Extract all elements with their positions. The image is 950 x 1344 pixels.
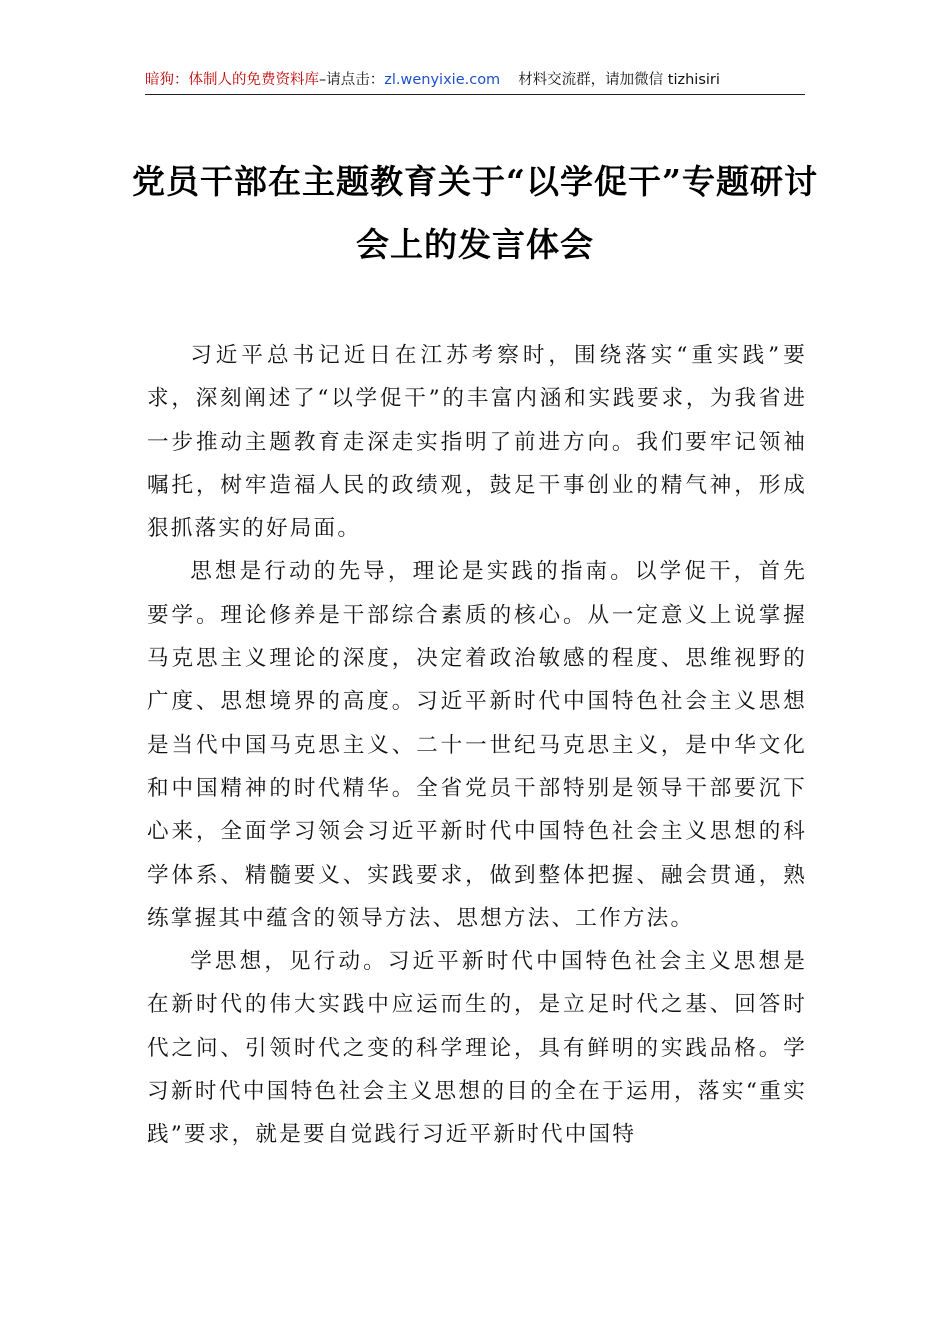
document-title: 党员干部在主题教育关于“以学促干”专题研讨会上的发言体会 (132, 162, 818, 264)
paragraph: 思想是行动的先导，理论是实践的指南。以学促干，首先要学。理论修养是干部综合素质的核心。从一定意义上说掌握马克思主义理论的深度，决定着政治敏感的程度、思维视野的广度、思想境界的高度。习近平新时代中国特色社会主义思想是当代中国马克思主义、二十一世纪马克思主义，是中华文化和中国精神的时代精华。全省党员干部特别是领导干部要沉下心来，全面学习领会习近平新时代中国特色社会主义思想的科学体系、精髓要义、实践要求，做到整体把握、融会贯通，熟练掌握其中蕴含的领导方法、思想方法、工作方法。 (147, 559, 807, 931)
document-body (147, 334, 807, 1157)
header-brand: 暗狗：体制人的免费资料库 (145, 72, 319, 88)
header-separator: –请点击： (319, 72, 385, 88)
paragraph: 学思想，见行动。习近平新时代中国特色社会主义思想是在新时代的伟大实践中应运而生的，是立足时代之基、回答时代之问、引领时代之变的科学理论，具有鲜明的实践品格。学习新时代中国特色社会主义思想的目的全在于运用，落实“重实践”要求，就是要自觉践行习近平新时代中国特 (147, 949, 807, 1148)
header-contact: 材料交流群，请加微信 tizhisiri (518, 72, 720, 88)
header-link[interactable]: zl.wenyixie.com (384, 72, 501, 88)
page-header (145, 66, 805, 95)
paragraph: 习近平总书记近日在江苏考察时，围绕落实“重实践”要求，深刻阐述了“以学促干”的丰富内涵和实践要求，为我省进一步推动主题教育走深走实指明了前进方向。我们要牢记领袖嘱托，树牢造福人民的政绩观，鼓足干事创业的精气神，形成狠抓落实的好局面。 (147, 343, 807, 542)
